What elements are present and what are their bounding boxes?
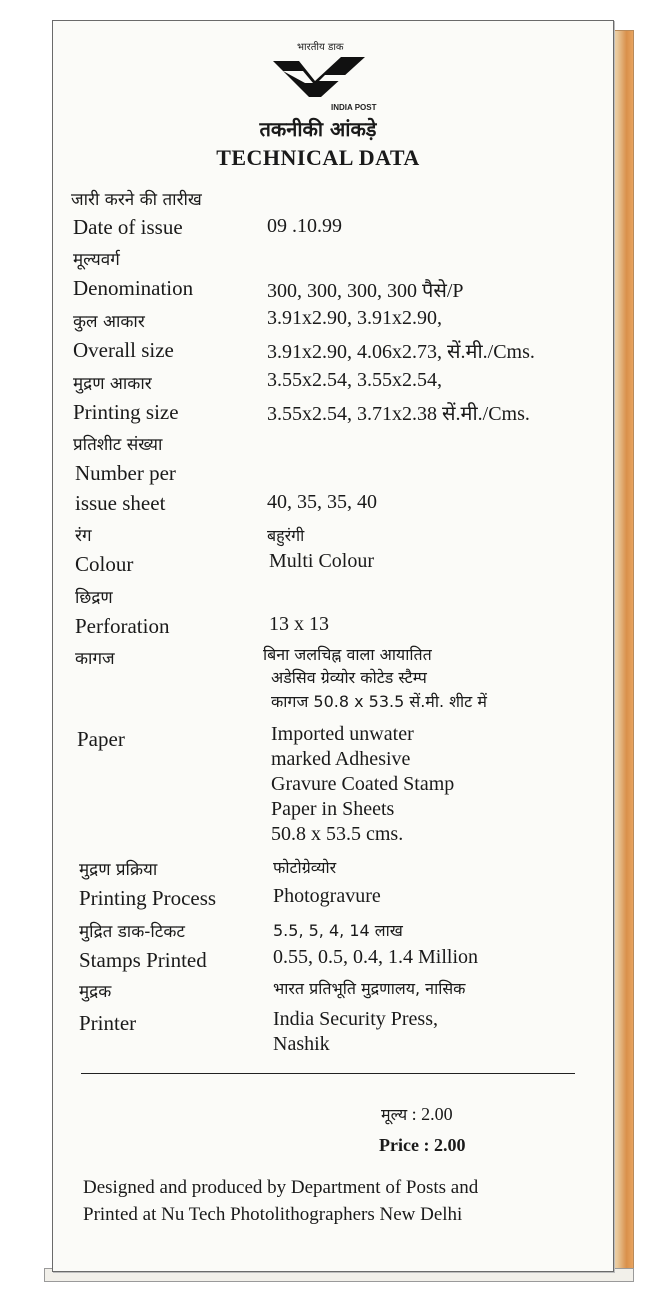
paper-value-hindi-line3: कागज 50.8 x 53.5 सें.मी. शीट में [271, 692, 487, 711]
date-label-hindi: जारी करने की तारीख [71, 190, 202, 210]
paper-label: Paper [77, 727, 125, 751]
date-value: 09 .10.99 [267, 215, 342, 237]
stamps-printed-label: Stamps Printed [79, 948, 207, 972]
printing-size-label: Printing size [73, 400, 179, 424]
stamps-printed-value-hindi: 5.5, 5, 4, 14 लाख [273, 921, 403, 940]
process-value: Photogravure [273, 885, 381, 907]
process-value-hindi: फोटोग्रेव्योर [273, 858, 337, 877]
number-label-line2: issue sheet [75, 491, 166, 515]
date-label: Date of issue [73, 215, 183, 239]
footer-line2: Printed at Nu Tech Photolithographers New Delhi [83, 1204, 463, 1225]
paper-value-line2: marked Adhesive [271, 748, 411, 770]
heading-hindi: तकनीकी आंकड़े [259, 117, 377, 141]
printer-value-line2: Nashik [273, 1033, 330, 1055]
price-hindi-value: : 2.00 [411, 1104, 453, 1124]
printing-size-value-line1: 3.55x2.54, 3.55x2.54, [267, 369, 442, 391]
colour-value-hindi: बहुरंगी [267, 526, 305, 545]
paper-value-hindi-line2: अडेसिव ग्रेव्योर कोटेड स्टैम्प [271, 668, 427, 687]
technical-data-sheet [52, 20, 614, 1272]
denomination-label: Denomination [73, 276, 194, 300]
footer-line1: Designed and produced by Department of Posts and [83, 1177, 479, 1198]
overall-size-value-line1: 3.91x2.90, 3.91x2.90, [267, 307, 442, 329]
heading-english: TECHNICAL DATA [216, 145, 420, 170]
india-post-emblem-icon [269, 53, 369, 105]
india-post-logo [269, 39, 377, 121]
printer-label-hindi: मुद्रक [79, 982, 112, 1002]
overall-size-value-line2: 3.91x2.90, 4.06x2.73, सें.मी./Cms. [267, 341, 535, 363]
colour-label: Colour [75, 552, 134, 576]
number-label-hindi: प्रतिशीट संख्या [73, 435, 163, 455]
logo-english-text: INDIA POST [331, 103, 377, 112]
process-label-hindi: मुद्रण प्रक्रिया [79, 860, 158, 880]
divider-line [81, 1073, 575, 1074]
paper-value-line4: Paper in Sheets [271, 798, 395, 820]
stamps-printed-label-hindi: मुद्रित डाक-टिकट [79, 922, 185, 942]
printer-label: Printer [79, 1011, 137, 1035]
printer-value-hindi: भारत प्रतिभूति मुद्रणालय, नासिक [273, 979, 466, 998]
paper-value-line1: Imported unwater [271, 723, 414, 745]
stamps-printed-value: 0.55, 0.5, 0.4, 1.4 Million [273, 946, 479, 968]
denomination-label-hindi: मूल्यवर्ग [73, 250, 120, 270]
overall-size-label-hindi: कुल आकार [73, 312, 145, 332]
colour-value: Multi Colour [269, 550, 375, 572]
perforation-label: Perforation [75, 614, 170, 638]
number-label-line1: Number per [75, 461, 176, 485]
price-hindi [381, 1103, 453, 1125]
printing-size-label-hindi: मुद्रण आकार [73, 374, 152, 394]
paper-value-line5: 50.8 x 53.5 cms. [271, 823, 404, 845]
number-value: 40, 35, 35, 40 [267, 491, 377, 513]
paper-value-hindi-line1: बिना जलचिह्न वाला आयातित [263, 645, 432, 664]
denomination-value: 300, 300, 300, 300 पैसे/P [267, 280, 464, 302]
printing-size-value-line2: 3.55x2.54, 3.71x2.38 सें.मी./Cms. [267, 403, 530, 425]
price-english: Price : 2.00 [379, 1135, 466, 1155]
perforation-value: 13 x 13 [269, 613, 329, 635]
overall-size-label: Overall size [73, 338, 174, 362]
printer-value-line1: India Security Press, [273, 1008, 438, 1030]
perforation-label-hindi: छिद्रण [75, 588, 113, 608]
colour-label-hindi: रंग [75, 526, 92, 546]
paper-label-hindi: कागज [75, 649, 115, 669]
price-hindi-label: मूल्य [381, 1105, 408, 1124]
process-label: Printing Process [79, 886, 217, 910]
logo-hindi-text: भारतीय डाक [297, 42, 344, 53]
paper-value-line3: Gravure Coated Stamp [271, 773, 455, 795]
